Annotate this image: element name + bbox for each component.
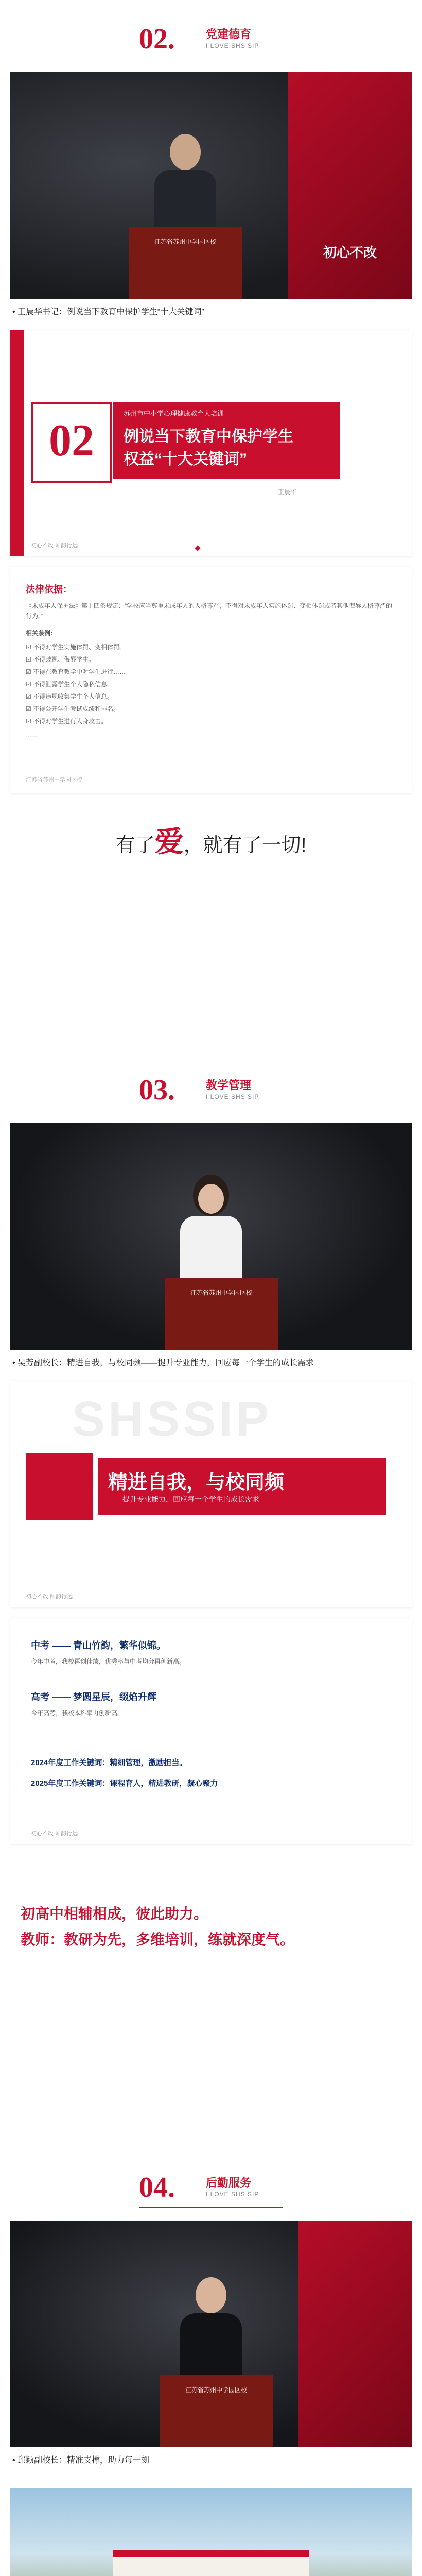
red-screen xyxy=(288,72,412,299)
slide-legal-basis xyxy=(10,567,412,793)
slide-footer: 初心不改 师韵行远 xyxy=(31,543,78,549)
section-number: 03. xyxy=(139,1074,175,1106)
header-underline xyxy=(139,2207,283,2208)
red-screen xyxy=(298,2221,412,2447)
slide-number: 02 xyxy=(49,416,94,466)
caption-text: 王晨华书记：例说当下教育中保护学生“十大关键词” xyxy=(17,308,204,316)
campus-render xyxy=(10,2488,412,2576)
photo-speaker-3 xyxy=(10,2221,412,2447)
slide-footer: 初心不改 师韵行远 xyxy=(31,1831,78,1837)
podium-label: 江苏省苏州中学园区校 xyxy=(154,238,216,245)
love-quote xyxy=(0,819,422,881)
slide-text-1: 《未成年人保护法》第十四条规定：“学校应当尊重未成年人的人格尊严，不得对未成年人实施体罚、变相体罚或者其他侮辱人格尊严的行为。” xyxy=(26,602,393,620)
rule-item: ☑ 不得歧视、侮辱学生。 xyxy=(26,656,95,663)
achieve-p2: 今年高考，我校本科率再创新高。 xyxy=(31,1709,124,1717)
section2-header xyxy=(0,1066,422,1113)
motto-line1: 初高中相辅相成，彼此助力。 xyxy=(21,1906,208,1922)
slide-heading: 法律依据： xyxy=(26,584,72,595)
rule-item: ☑ 不得泄露学生个人隐私信息。 xyxy=(26,681,114,688)
achieve-h1: 中考 —— 青山竹韵，繁华似锦。 xyxy=(31,1640,166,1651)
slide-achievements xyxy=(10,1618,412,1844)
achieve-h3 xyxy=(31,1757,187,1768)
section-subtitle: I LOVE SHS SIP xyxy=(206,1093,259,1100)
photo-caption-1 xyxy=(12,305,410,317)
podium-label: 江苏省苏州中学园区校 xyxy=(185,2386,247,2394)
slide-subtitle: ——提升专业能力，回应每一个学生的成长需求 xyxy=(108,1495,259,1503)
rule-item: ☑ 不得公开学生考试成绩和排名。 xyxy=(26,705,120,713)
photo-speaker-1 xyxy=(10,72,412,299)
section-title: 后勤服务 xyxy=(206,2176,252,2189)
rule-item: ☑ 不得对学生进行人身攻击。 xyxy=(26,718,108,725)
slide-decor-bottom xyxy=(195,545,200,551)
caption-text: 吴芳副校长：精进自我，与校同频——提升专业能力，回应每一个学生的成长需求 xyxy=(17,1359,314,1367)
motto xyxy=(21,1901,412,1953)
screen-slogan: 初心不改 xyxy=(323,245,377,260)
achieve-p1: 今年中考，我校再创佳绩，优秀率与中考均分再创新高。 xyxy=(31,1658,186,1665)
slide-watermark: SHSSIP xyxy=(72,1392,272,1447)
section-title: 党建德育 xyxy=(206,28,252,41)
slide-author: 王晨华 xyxy=(278,488,297,496)
slide-footer: 初心不改 师韵行远 xyxy=(26,1594,73,1600)
section-title: 教学管理 xyxy=(206,1079,252,1092)
rule-item: ☑ 不得违规收集学生个人信息。 xyxy=(26,693,114,700)
section1-header xyxy=(0,15,422,62)
keyword-value: 精细管理，激励担当。 xyxy=(110,1758,187,1767)
love-prefix: 有了 xyxy=(115,835,155,856)
caption-bullet: • xyxy=(12,2456,18,2465)
rules-list xyxy=(26,641,396,727)
slide-num-block xyxy=(26,1453,93,1520)
rule-item: ☑ 不得对学生实施体罚、变相体罚。 xyxy=(26,643,126,651)
slide-footer: 江苏省苏州中学园区校 xyxy=(26,777,82,783)
section-subtitle: I LOVE SHS SIP xyxy=(206,42,259,49)
section3-header xyxy=(0,2164,422,2210)
caption-bullet: • xyxy=(12,1359,18,1367)
love-word: 爱 xyxy=(154,825,184,858)
slide-left-bar xyxy=(10,330,24,556)
slide-text-2: 相关条例： xyxy=(26,630,57,637)
section-number: 04. xyxy=(139,2172,175,2204)
slide-title-card xyxy=(10,330,412,556)
love-suffix: ，就有了一切! xyxy=(183,835,307,856)
slide-school: 苏州市中小学心理健康教育大培训 xyxy=(124,410,224,417)
photo-caption-2 xyxy=(12,1356,410,1368)
photo-speaker-2 xyxy=(10,1123,412,1350)
slide-title-line1: 例说当下教育中保护学生 xyxy=(124,428,293,445)
slide-title-line2: 权益“十大关键词” xyxy=(124,451,247,468)
achieve-h4 xyxy=(31,1777,218,1788)
campus-building-main xyxy=(113,2550,309,2576)
slide-text-3: …… xyxy=(26,732,38,739)
photo-caption-3 xyxy=(12,2453,410,2465)
keyword-label: 2025年度工作关键词： xyxy=(31,1779,110,1788)
section-number: 02. xyxy=(139,23,175,55)
keyword-value: 课程育人，精进教研，凝心聚力 xyxy=(110,1779,218,1788)
achieve-h2: 高考 —— 梦圆星辰，缀焰升辉 xyxy=(31,1692,157,1702)
podium-label: 江苏省苏州中学园区校 xyxy=(190,1289,252,1296)
caption-text: 邱颖副校长：精准支撑，助力每一刻 xyxy=(17,2456,150,2465)
section-subtitle: I LOVE SHS SIP xyxy=(206,2191,259,2198)
slide-title: 精进自我，与校同频 xyxy=(108,1472,285,1494)
keyword-label: 2024年度工作关键词： xyxy=(31,1758,110,1767)
slide-precision-title xyxy=(10,1381,412,1607)
caption-bullet: • xyxy=(12,308,18,316)
motto-line2: 教师：教研为先，多维培训，练就深度气。 xyxy=(21,1931,295,1948)
rule-item: ☑ 不得在教育教学中对学生进行…… xyxy=(26,668,126,675)
